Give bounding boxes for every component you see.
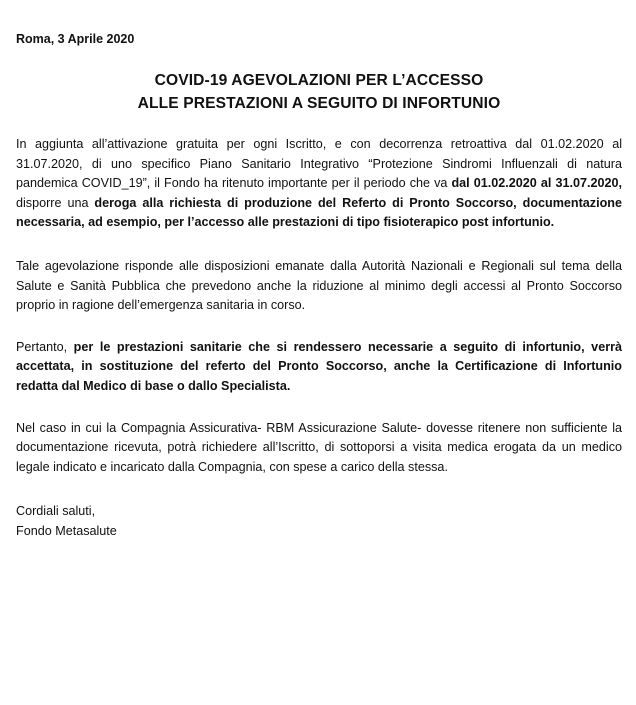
paragraph-1-text-a: In aggiunta all’attivazione gratuita per ogni Iscritto, e con decorrenza retroattiva dal 01.02.2020 al 31.07.2020, di uno specifico Piano Sanitario Integrativo “Protezione Sindromi Influenzali di natura pandemica COVID_19”, il Fondo ha ritenuto importante per il periodo che va: [16, 137, 622, 191]
paragraph-1: [16, 135, 622, 233]
title-line-1: COVID-19 AGEVOLAZIONI PER L’ACCESSO: [154, 72, 484, 89]
closing-greeting: Cordiali saluti,: [16, 504, 96, 519]
paragraph-4: Nel caso in cui la Compagnia Assicurativa- RBM Assicurazione Salute- dovesse ritenere non sufficiente la documentazione ricevuta, potrà richiedere all’Iscritto, di sottoporsi a visita medica erogata da un medico legale indicato e incaricato dalla Compagnia, con spese a carico della stessa.: [16, 420, 622, 474]
paragraph-2: Tale agevolazione risponde alle disposizioni emanate dalla Autorità Nazionali e Regionali sul tema della Salute e Sanità Pubblica che prevedono anche la riduzione al minimo degli accessi al Pronto Soccorso proprio in ragione dell’emergenza sanitaria in corso.: [16, 258, 622, 313]
paragraph-1-bold-deroga: deroga alla richiesta di produzione del Referto di Pronto Soccorso, documentazione necessaria, ad esempio, per l’accesso alle prestazioni di tipo fisioterapico post infortunio.: [16, 195, 622, 230]
document-title: [16, 69, 622, 115]
closing-block: [16, 501, 622, 541]
paragraph-1-bold-dates: dal 01.02.2020 al 31.07.2020,: [451, 176, 623, 191]
title-line-2: ALLE PRESTAZIONI A SEGUITO DI INFORTUNIO: [137, 95, 501, 112]
document-date: Roma, 3 Aprile 2020: [16, 32, 135, 46]
closing-signature: Fondo Metasalute: [16, 524, 117, 539]
paragraph-3-text: Pertanto,: [16, 339, 74, 354]
paragraph-1-text-b: disporre una: [16, 195, 95, 210]
document-page: [16, 32, 622, 541]
paragraph-3: [16, 338, 622, 397]
paragraph-3-bold: per le prestazioni sanitarie che si rendessero necessarie a seguito di infortunio, verrà accettata, in sostituzione del referto del Pronto Soccorso, anche la Certificazione di Infortunio redatta dal Medico di base o dallo Specialista.: [16, 339, 622, 393]
